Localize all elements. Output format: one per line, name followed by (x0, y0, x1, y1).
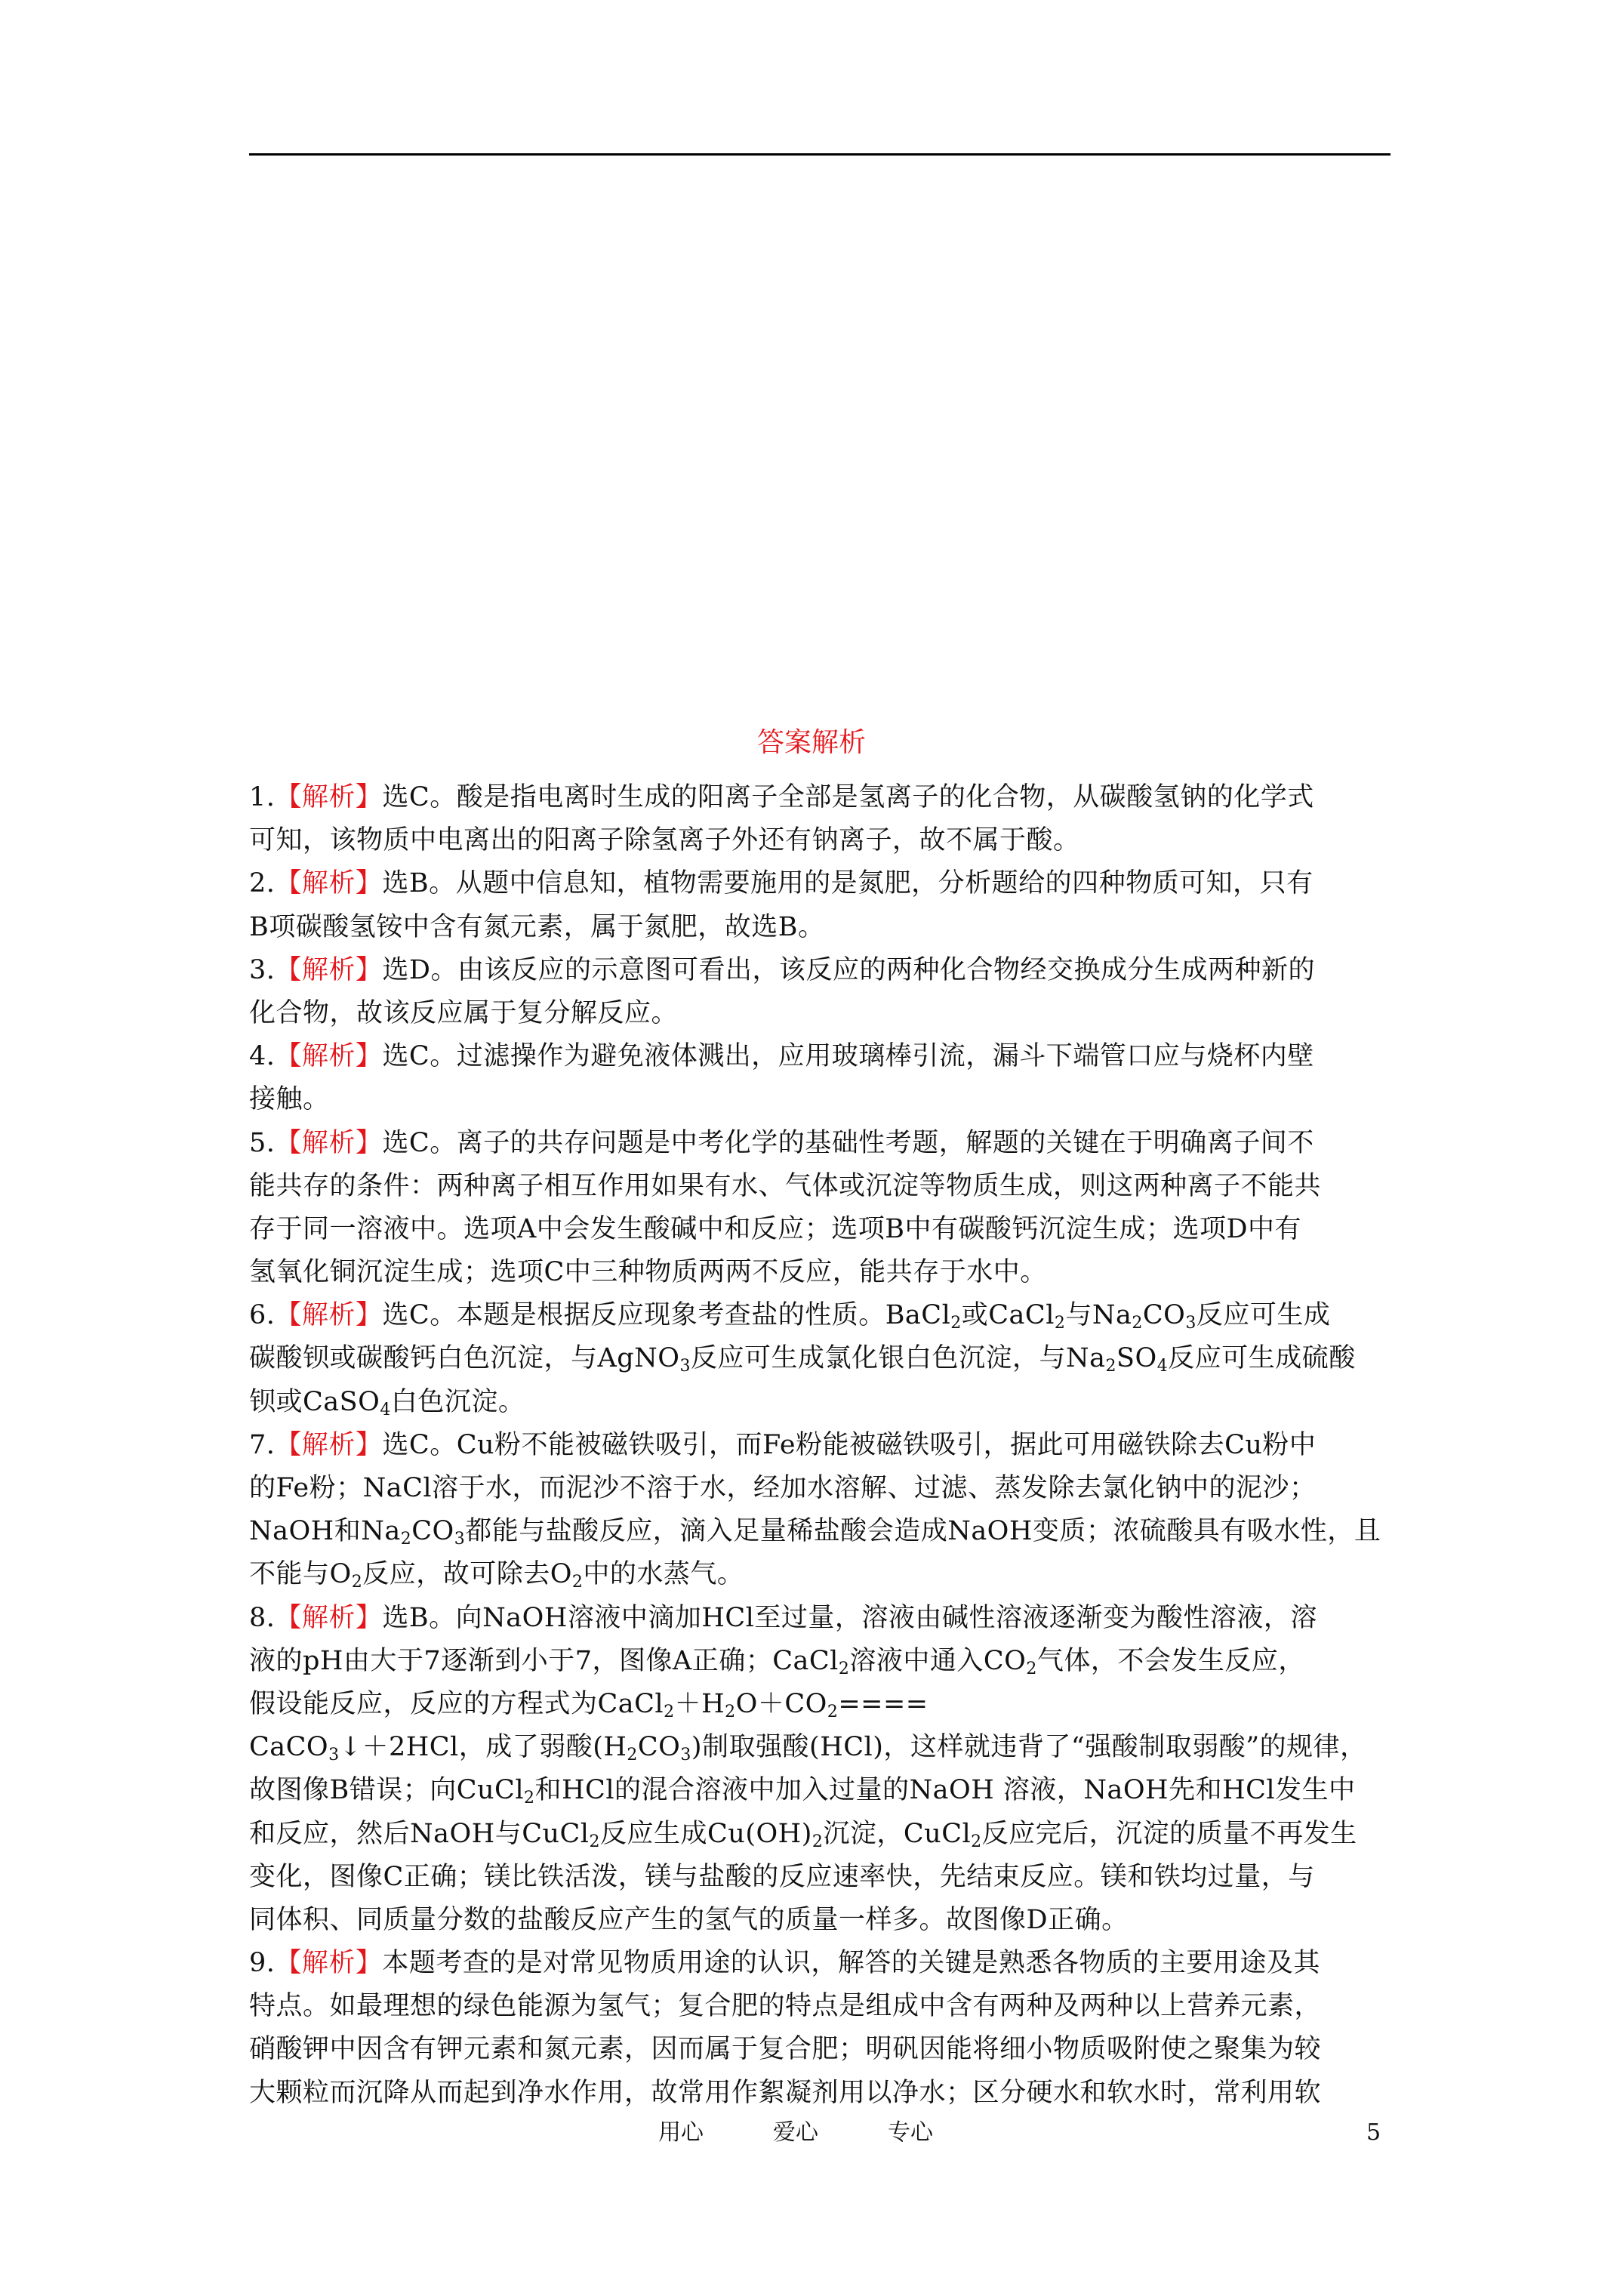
text-run: 液的pH由大于7逐渐到小于7，图像A正确；CaCl (249, 1645, 839, 1676)
text-run: 沉淀，CuCl (823, 1818, 972, 1849)
subscript: 2 (971, 1832, 982, 1851)
answer-number: 5. (249, 1127, 276, 1158)
answer-6-line-2 (249, 1337, 1390, 1380)
answer-1-line-1 (249, 776, 1390, 819)
text-run: 接触。 (249, 1084, 330, 1115)
text-run: 选C。酸是指电离时生成的阳离子全部是氢离子的化合物，从碳酸氢钠的化学式 (382, 782, 1314, 812)
subscript: 2 (950, 1314, 962, 1333)
answer-analysis-body (249, 776, 1390, 2115)
subscript: 3 (680, 1746, 691, 1765)
text-run: 假设能反应，反应的方程式为CaCl (249, 1688, 664, 1719)
answer-number: 9. (249, 1948, 276, 1979)
subscript: 2 (351, 1573, 363, 1592)
subscript: 2 (627, 1746, 638, 1765)
text-run: 选C。离子的共存问题是中考化学的基础性考题，解题的关键在于明确离子间不 (382, 1127, 1314, 1158)
answer-1-line-2 (249, 819, 1390, 862)
answer-5-line-1 (249, 1122, 1390, 1165)
analysis-tag: 【解析】 (275, 1602, 383, 1633)
answer-8-line-7 (249, 1856, 1390, 1899)
answer-6-line-3 (249, 1381, 1390, 1424)
text-run: 选C。Cu粉不能被磁铁吸引，而Fe粉能被磁铁吸引，据此可用磁铁除去Cu粉中 (382, 1429, 1317, 1460)
answer-9-line-2 (249, 1985, 1390, 2028)
text-run: 选C。过滤操作为避免液体溅出，应用玻璃棒引流，漏斗下端管口应与烧杯内壁 (382, 1041, 1314, 1072)
subscript: 2 (1026, 1659, 1037, 1678)
text-run: 选C。本题是根据反应现象考查盐的性质。BaCl (382, 1300, 951, 1331)
footer-motto-1: 用心 (658, 2119, 704, 2146)
answer-7-line-1 (249, 1424, 1390, 1467)
text-run: ＋H (674, 1688, 725, 1719)
subscript: 4 (1156, 1357, 1169, 1376)
answer-number: 1. (249, 782, 276, 812)
text-run: 反应完后，沉淀的质量不再发生 (981, 1818, 1357, 1849)
text-run: 故图像B错误；向CuCl (249, 1775, 525, 1806)
text-run: B项碳酸氢铵中含有氮元素，属于氮肥，故选B。 (249, 911, 825, 942)
text-run: NaOH和Na (249, 1516, 401, 1547)
footer-motto (658, 2114, 1002, 2152)
text-run: 选B。向NaOH溶液中滴加HCl至过量，溶液由碱性溶液逐渐变为酸性溶液，溶 (382, 1602, 1317, 1633)
subscript: 2 (664, 1702, 675, 1721)
text-run: 化合物，故该反应属于复分解反应。 (249, 997, 679, 1028)
text-run: 存于同一溶液中。选项A中会发生酸碱中和反应；选项B中有碳酸钙沉淀生成；选项D中有 (249, 1213, 1302, 1244)
answer-number: 3. (249, 954, 276, 985)
text-run: 反应可生成氯化银白色沉淀，与Na (691, 1343, 1106, 1374)
answer-9-line-3 (249, 2028, 1390, 2071)
subscript: 3 (328, 1746, 340, 1765)
answer-8-line-1 (249, 1597, 1390, 1640)
answer-number: 6. (249, 1300, 276, 1331)
text-run: 能共存的条件：两种离子相互作用如果有水、气体或沉淀等物质生成，则这两种离子不能共 (249, 1170, 1322, 1201)
answer-7-line-4 (249, 1553, 1390, 1596)
answer-6-line-1 (249, 1294, 1390, 1337)
subscript: 2 (400, 1530, 412, 1549)
analysis-tag: 【解析】 (275, 1429, 383, 1460)
analysis-tag: 【解析】 (275, 1300, 383, 1331)
answer-8-line-6 (249, 1813, 1390, 1856)
answer-8-line-5 (249, 1769, 1390, 1812)
text-run: SO (1116, 1343, 1157, 1374)
text-run: 的Fe粉；NaCl溶于水，而泥沙不溶于水，经加水溶解、过滤、蒸发除去氯化钠中的泥沙； (249, 1473, 1317, 1503)
analysis-tag: 【解析】 (275, 868, 383, 899)
text-run: 反应生成Cu(OH) (600, 1818, 812, 1849)
answer-4-line-1 (249, 1035, 1390, 1078)
text-run: 氢氧化铜沉淀生成；选项C中三种物质两两不反应，能共存于水中。 (249, 1257, 1047, 1288)
text-run: CO (1142, 1300, 1186, 1331)
text-run: 选B。从题中信息知，植物需要施用的是氮肥，分析题给的四种物质可知，只有 (382, 868, 1313, 899)
answer-9-line-4 (249, 2072, 1390, 2115)
text-run: 或CaCl (961, 1300, 1055, 1331)
analysis-tag: 【解析】 (275, 954, 383, 985)
footer-motto-3: 专心 (888, 2119, 933, 2146)
text-run: 可知，该物质中电离出的阳离子除氢离子外还有钠离子，故不属于酸。 (249, 825, 1080, 856)
answer-number: 7. (249, 1429, 276, 1460)
subscript: 3 (1185, 1314, 1196, 1333)
text-run: O＋CO (735, 1688, 827, 1719)
text-run: ↓＋2HCl，成了弱酸(H (339, 1732, 627, 1763)
analysis-tag: 【解析】 (275, 1948, 383, 1979)
section-title: 答案解析 (756, 727, 866, 758)
text-run: 变化，图像C正确；镁比铁活泼，镁与盐酸的反应速率快，先结束反应。镁和铁均过量，与 (249, 1861, 1315, 1892)
header-rule (249, 153, 1390, 156)
text-run: 大颗粒而沉降从而起到净水作用，故常用作絮凝剂用以净水；区分硬水和软水时，常利用软 (249, 2077, 1322, 2108)
answer-8-line-2 (249, 1640, 1390, 1683)
text-run: 碳酸钡或碳酸钙白色沉淀，与AgNO (249, 1343, 680, 1374)
answer-number: 8. (249, 1602, 276, 1633)
page-footer (0, 2114, 1623, 2152)
text-run: 硝酸钾中因含有钾元素和氮元素，因而属于复合肥；明矾因能将细小物质吸附使之聚集为较 (249, 2034, 1322, 2065)
answer-4-line-2 (249, 1078, 1390, 1121)
answer-5-line-3 (249, 1208, 1390, 1251)
text-run: ==== (838, 1688, 929, 1719)
answer-2-line-2 (249, 906, 1390, 949)
text-run: 不能与O (249, 1559, 352, 1590)
answer-number: 2. (249, 868, 276, 899)
answer-7-line-3 (249, 1510, 1390, 1553)
text-run: CO (411, 1516, 454, 1547)
answer-number: 4. (249, 1041, 276, 1072)
subscript: 3 (679, 1357, 691, 1376)
text-run: 特点。如最理想的绿色能源为氢气；复合肥的特点是组成中含有两种及两种以上营养元素， (249, 1991, 1322, 2022)
text-run: 同体积、同质量分数的盐酸反应产生的氢气的质量一样多。故图像D正确。 (249, 1904, 1129, 1935)
answer-5-line-2 (249, 1165, 1390, 1208)
text-run: 钡或CaSO (249, 1386, 380, 1417)
answer-8-line-4 (249, 1726, 1390, 1769)
analysis-tag: 【解析】 (275, 1041, 383, 1072)
text-run: CO (637, 1732, 681, 1763)
answer-8-line-3 (249, 1683, 1390, 1726)
page-number: 5 (1366, 2119, 1381, 2146)
subscript: 2 (812, 1832, 824, 1851)
subscript: 2 (1105, 1357, 1117, 1376)
text-run: 溶液中通入CO (849, 1645, 1027, 1676)
answer-5-line-4 (249, 1251, 1390, 1294)
text-run: 和反应，然后NaOH与CuCl (249, 1818, 590, 1849)
subscript: 3 (454, 1530, 466, 1549)
answer-7-line-2 (249, 1467, 1390, 1510)
text-run: 与Na (1065, 1300, 1132, 1331)
subscript: 2 (827, 1702, 839, 1721)
subscript: 2 (524, 1789, 535, 1808)
footer-motto-2: 爱心 (773, 2119, 818, 2146)
analysis-tag: 【解析】 (275, 782, 383, 812)
text-run: 反应，故可除去O (362, 1559, 572, 1590)
text-run: CaCO (249, 1732, 329, 1763)
analysis-tag: 【解析】 (275, 1127, 383, 1158)
subscript: 2 (571, 1573, 584, 1592)
answer-list-simple (249, 776, 1390, 1294)
answer-3-line-1 (249, 949, 1390, 992)
text-run: 都能与盐酸反应，滴入足量稀盐酸会造成NaOH变质；浓硫酸具有吸水性，且 (465, 1516, 1381, 1547)
answer-9-line-1 (249, 1942, 1390, 1985)
answer-2-line-1 (249, 862, 1390, 905)
text-run: 本题考查的是对常见物质用途的认识，解答的关键是熟悉各物质的主要用途及其 (382, 1948, 1320, 1979)
text-run: 气体，不会发生反应， (1036, 1645, 1305, 1676)
subscript: 2 (725, 1702, 736, 1721)
text-run: 和HCl的混合溶液中加入过量的NaOH 溶液，NaOH先和HCl发生中 (534, 1775, 1356, 1806)
subscript: 4 (380, 1400, 391, 1419)
text-run: 选D。由该反应的示意图可看出，该反应的两种化合物经交换成分生成两种新的 (382, 954, 1315, 985)
text-run: 白色沉淀。 (390, 1386, 525, 1417)
subscript: 2 (589, 1832, 601, 1851)
text-run: 中的水蒸气。 (583, 1559, 744, 1590)
text-run: 反应可生成 (1196, 1300, 1331, 1331)
subscript: 2 (1132, 1314, 1143, 1333)
text-run: )制取强酸(HCl)，这样就违背了“强酸制取弱酸”的规律， (691, 1732, 1367, 1763)
text-run: 反应可生成硫酸 (1168, 1343, 1356, 1374)
subscript: 2 (1054, 1314, 1066, 1333)
answer-8-line-8 (249, 1899, 1390, 1942)
answer-3-line-2 (249, 992, 1390, 1035)
subscript: 2 (838, 1659, 850, 1678)
